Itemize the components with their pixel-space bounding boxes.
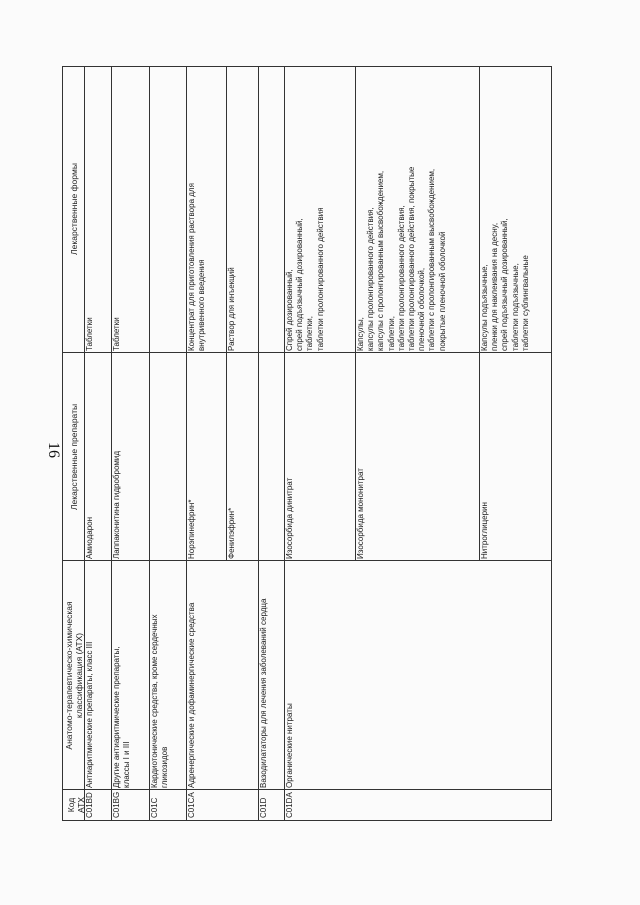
table-row-c01ca [186, 65, 258, 820]
header-classification: Анатомо-терапевтическо-химическая классификация (АТХ) [64, 601, 85, 750]
row-divider [258, 67, 259, 820]
row-divider [284, 67, 285, 820]
page-number: 16 [45, 442, 62, 458]
row-divider [149, 67, 150, 820]
column-divider [63, 352, 551, 353]
cell-classification: Другие антиаритмические препараты, классы I и III [112, 646, 132, 788]
row-divider [111, 67, 112, 820]
cell-code: C01DA [285, 792, 294, 818]
cell-classification: Органические нитраты [285, 703, 294, 788]
cell-classification: Адренергические и дофаминергические средства [187, 602, 196, 788]
cell-code: C01C [150, 797, 159, 818]
cell-code: C01CA [187, 792, 196, 818]
cell-forms: Таблетки [85, 317, 94, 351]
cell-drug: Нитроглицерин [480, 502, 489, 559]
cell-forms: Капсулы подъязычные, пленки для наклеивания на десну, спрей подъязычный дозированный, таблетки подъязычные, таблетки сублингвальные [480, 218, 530, 351]
cell-drug: Норэпинефрин* [187, 499, 196, 559]
cell-code: C01D [259, 797, 268, 818]
cell-drug: Изосорбида динитрат [285, 477, 294, 559]
header-forms: Лекарственные формы [69, 163, 79, 255]
row-divider [226, 67, 227, 561]
cell-drug: Изосорбида мононитрат [356, 468, 365, 559]
header-code: Код АТХ [66, 797, 87, 813]
cell-code: C01BG [112, 791, 121, 818]
header-drugs: Лекарственные препараты [69, 403, 79, 511]
cell-forms: Раствор для инъекций [227, 267, 236, 351]
cell-forms: Таблетки [112, 317, 121, 351]
cell-classification: Антиаритмические препараты, класс III [85, 641, 94, 788]
row-divider [355, 67, 356, 561]
cell-forms: Капсулы, капсулы пролонгированного действия, капсулы с пролонгированным высвобождением, таблетки, таблетки пролонгированного действия, таблетки пролонгированного действия, покрытые пленочной оболочкой, таблетки с пролонгированным высвобождением, покрытые пленочной оболочкой [356, 166, 447, 351]
cell-drug: Амиодарон [85, 516, 94, 559]
table-row-c01c [149, 65, 186, 820]
cell-forms: Спрей дозированный, спрей подъязычный дозированный, таблетки, таблетки пролонгированного действия [285, 207, 325, 351]
cell-drug: Фенилэфрин* [227, 507, 236, 559]
header-row [63, 65, 87, 820]
column-divider [63, 560, 551, 561]
table-row-c01bg [111, 65, 149, 820]
drug-table [62, 66, 552, 821]
cell-classification: Вазодилататоры для лечения заболеваний сердца [259, 598, 268, 788]
cell-code: C01BD [85, 792, 94, 818]
table-row-c01bd [84, 65, 111, 820]
row-divider [84, 67, 85, 820]
cell-forms: Концентрат для приготовления раствора для внутривенного введения [187, 183, 207, 351]
row-divider [186, 67, 187, 820]
cell-drug: Лаппаконитина гидробромид [112, 450, 121, 559]
row-divider [479, 67, 480, 561]
table-row-c01da [284, 65, 553, 820]
table-row-c01d [258, 65, 284, 820]
cell-classification: Кардиотонические средства, кроме сердечных гликозидов [150, 614, 170, 788]
column-divider [63, 789, 551, 790]
